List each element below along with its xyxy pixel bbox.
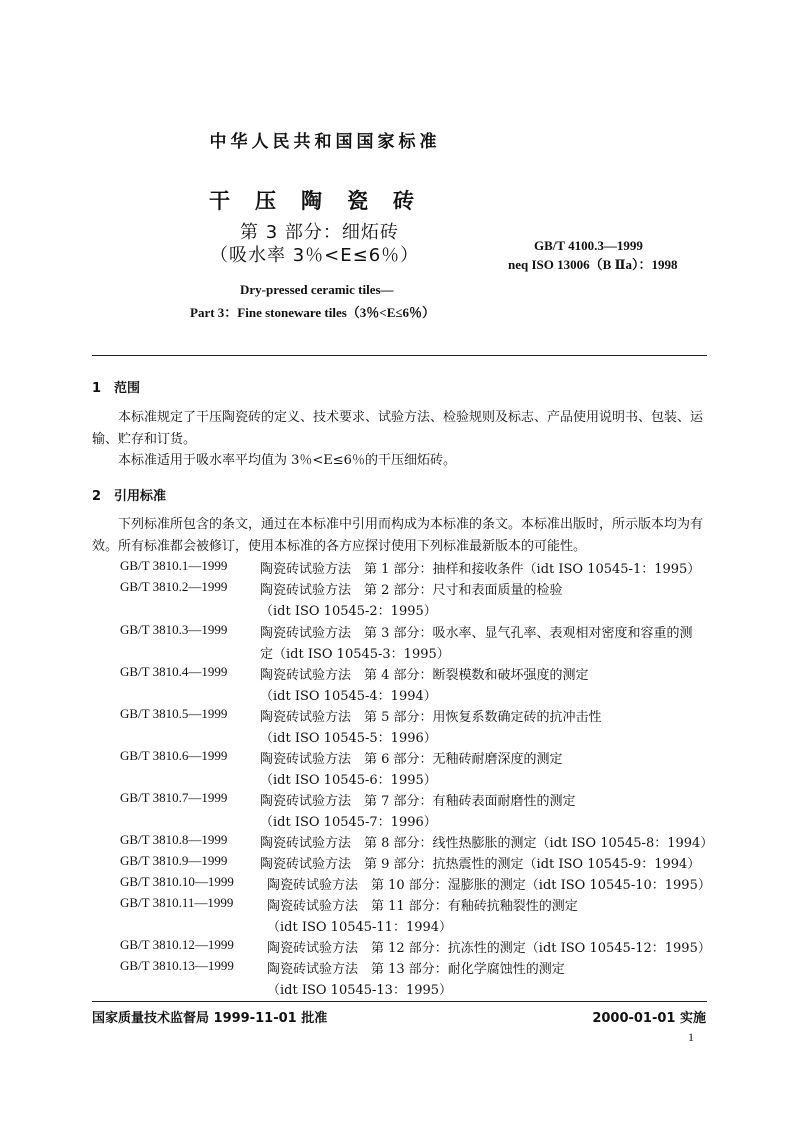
reference-title: 陶瓷砖试验方法 第 5 部分：用恢复系数确定砖的抗冲击性 [260, 710, 602, 725]
reference-title: 陶瓷砖试验方法 第 7 部分：有釉砖表面耐磨性的测定 [260, 794, 576, 809]
reference-title-continuation: （idt ISO 10545-2：1995） [260, 604, 437, 619]
reference-title-continuation: （idt ISO 10545-5：1996） [260, 731, 437, 746]
reference-title-continuation: 定（idt ISO 10545-3：1995） [260, 647, 450, 662]
reference-title: 陶瓷砖试验方法 第 8 部分：线性热膨胀的测定（idt ISO 10545-8：1994） [260, 836, 714, 851]
standard-number: GB/T 4100.3—1999 [534, 238, 643, 253]
reference-title: 陶瓷砖试验方法 第 4 部分：断裂模数和破坏强度的测定 [260, 668, 589, 683]
reference-code: GB/T 3810.5—1999 [120, 706, 228, 721]
document-title-en-line1: Dry-pressed ceramic tiles— [240, 282, 394, 297]
section-2-number: 2 [92, 489, 102, 504]
reference-code: GB/T 3810.4—1999 [120, 664, 228, 679]
reference-title: 陶瓷砖试验方法 第 11 部分：有釉砖抗釉裂性的测定 [267, 899, 578, 914]
reference-title: 陶瓷砖试验方法 第 13 部分：耐化学腐蚀性的测定 [267, 962, 565, 977]
reference-code: GB/T 3810.7—1999 [120, 790, 228, 805]
header-divider [92, 355, 707, 356]
reference-title: 陶瓷砖试验方法 第 6 部分：无釉砖耐磨深度的测定 [260, 752, 563, 767]
reference-title: 陶瓷砖试验方法 第 9 部分：抗热震性的测定（idt ISO 10545-9：1994） [260, 857, 701, 872]
document-title-en-line2: Part 3：Fine stoneware tiles（3％<E≤6％） [190, 305, 436, 320]
section-1-paragraph-1 [92, 407, 707, 451]
document-subtitle-part: 第 3 部分：细炻砖 [240, 222, 399, 243]
reference-code: GB/T 3810.3—1999 [120, 622, 228, 637]
reference-code: GB/T 3810.6—1999 [120, 748, 228, 763]
section-2-intro [92, 514, 707, 558]
implementation-date: 2000-01-01 实施 [592, 1011, 706, 1026]
section-1-title: 范围 [114, 381, 141, 396]
section-2-title: 引用标准 [114, 489, 167, 504]
reference-title-continuation: （idt ISO 10545-13：1995） [267, 983, 453, 998]
reference-code: GB/T 3810.2—1999 [120, 579, 228, 594]
section-1-paragraph-2 [92, 450, 707, 472]
reference-title-continuation: （idt ISO 10545-6：1995） [260, 773, 437, 788]
reference-code: GB/T 3810.11—1999 [120, 895, 234, 910]
document-title-zh: 干压陶瓷砖 [209, 189, 439, 213]
section-1-paragraph-1-text: 本标准规定了干压陶瓷砖的定义、技术要求、试验方法、检验规则及标志、产品使用说明书、包装、运输、贮存和订货。 [92, 410, 704, 447]
reference-code: GB/T 3810.8—1999 [120, 832, 228, 847]
reference-title-continuation: （idt ISO 10545-11：1994） [267, 920, 453, 935]
reference-title-continuation: （idt ISO 10545-7：1996） [260, 815, 437, 830]
document-subtitle-condition: （吸水率 3％<E≤6％） [210, 245, 420, 266]
reference-code: GB/T 3810.10—1999 [120, 874, 234, 889]
reference-title: 陶瓷砖试验方法 第 10 部分：湿膨胀的测定（idt ISO 10545-10：1995） [267, 878, 711, 893]
section-2-heading [92, 485, 166, 504]
section-2-intro-text: 下列标准所包含的条文，通过在本标准中引用而构成为本标准的条文。本标准出版时，所示版本均为有效。所有标准都会被修订，使用本标准的各方应探讨使用下列标准最新版本的可能性。 [92, 517, 704, 554]
reference-code: GB/T 3810.13—1999 [120, 958, 234, 973]
national-standard-label: 中华人民共和国国家标准 [209, 132, 441, 152]
reference-code: GB/T 3810.9—1999 [120, 853, 228, 868]
page-number: 1 [688, 1030, 694, 1044]
reference-title-continuation: （idt ISO 10545-4：1994） [260, 689, 437, 704]
reference-code: GB/T 3810.1—1999 [120, 558, 228, 573]
footer-divider [92, 1001, 707, 1002]
reference-title: 陶瓷砖试验方法 第 3 部分：吸水率、显气孔率、表观相对密度和容重的测 [260, 626, 693, 641]
section-1-heading [92, 377, 140, 396]
reference-code: GB/T 3810.12—1999 [120, 937, 234, 952]
reference-title: 陶瓷砖试验方法 第 1 部分：抽样和接收条件（idt ISO 10545-1：1995） [260, 562, 701, 577]
section-1-number: 1 [92, 381, 102, 396]
approval-statement: 国家质量技术监督局 1999-11-01 批准 [92, 1011, 328, 1026]
standard-equivalence: neq ISO 13006（B Ⅱa）：1998 [508, 257, 678, 272]
reference-title: 陶瓷砖试验方法 第 12 部分：抗冻性的测定（idt ISO 10545-12：1995） [267, 941, 711, 956]
section-1-paragraph-2-text: 本标准适用于吸水率平均值为 3％<E≤6％的干压细炻砖。 [118, 453, 456, 468]
reference-title: 陶瓷砖试验方法 第 2 部分：尺寸和表面质量的检验 [260, 583, 563, 598]
